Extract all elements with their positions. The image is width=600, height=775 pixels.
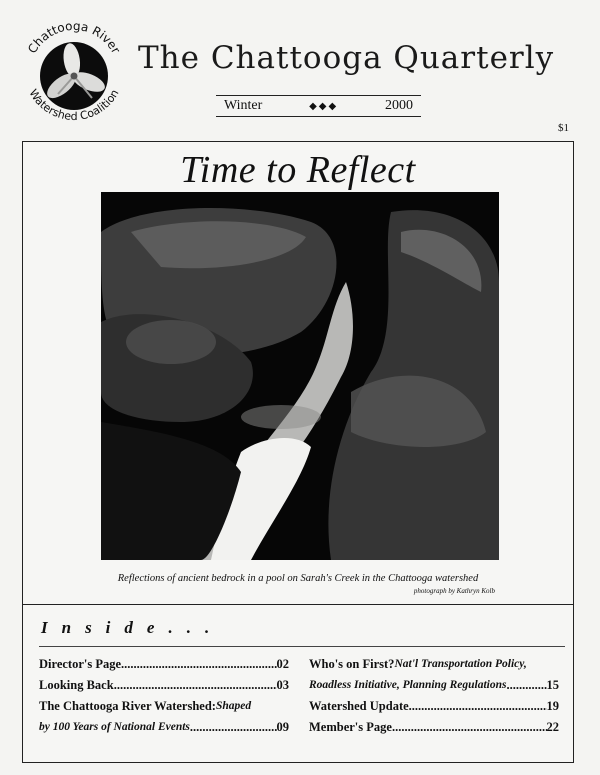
toc-entry-watershed-update: Watershed Update ..... 19 <box>309 696 559 717</box>
cover-frame <box>22 141 574 763</box>
feature-title: Time to Reflect <box>180 149 416 191</box>
issue-year: 2000 <box>384 98 413 113</box>
logo-arc-top: Chattooga River <box>25 18 124 56</box>
photo-caption: Reflections of ancient bedrock in a pool on Sarah's Creek in the Chattooga watershed <box>117 573 479 584</box>
masthead-title: The Chattooga Quarterly <box>138 40 555 76</box>
toc-entry-watershed-history: The Chattooga River Watershed: Shaped <box>39 699 252 713</box>
toc-entry-directors-page: Director's Page ..... 02 <box>39 654 289 675</box>
toc-entry-members-page: Member's Page ..... 22 <box>309 717 559 738</box>
section-divider <box>23 604 573 605</box>
inside-rule <box>39 646 565 647</box>
toc-entry-watershed-history-cont: by 100 Years of National Events ..... 09 <box>39 717 289 738</box>
waterfall-photo-image <box>101 192 499 560</box>
toc-entry-whos-on-first-cont: Roadless Initiative, Planning Regulations ..... 15 <box>309 675 559 696</box>
cover-price: $1 <box>558 122 569 134</box>
photo-credit: photograph by Kathryn Kolb <box>413 587 495 595</box>
issue-season: Winter <box>224 98 263 113</box>
logo-arc-bottom: Watershed Coalition <box>26 86 122 123</box>
toc-right-column <box>309 654 559 738</box>
inside-heading: Inside... <box>41 618 224 637</box>
cover-photo <box>101 192 499 560</box>
toc-left-column <box>39 654 289 738</box>
issue-bar <box>216 95 421 117</box>
toc-entry-looking-back: Looking Back ..... 03 <box>39 675 289 696</box>
toc-entry-whos-on-first: Who's on First? Nat'l Transportation Policy, <box>309 657 527 671</box>
coalition-logo <box>18 18 130 130</box>
diamond-separator-icon: ◆◆◆ <box>309 100 339 112</box>
